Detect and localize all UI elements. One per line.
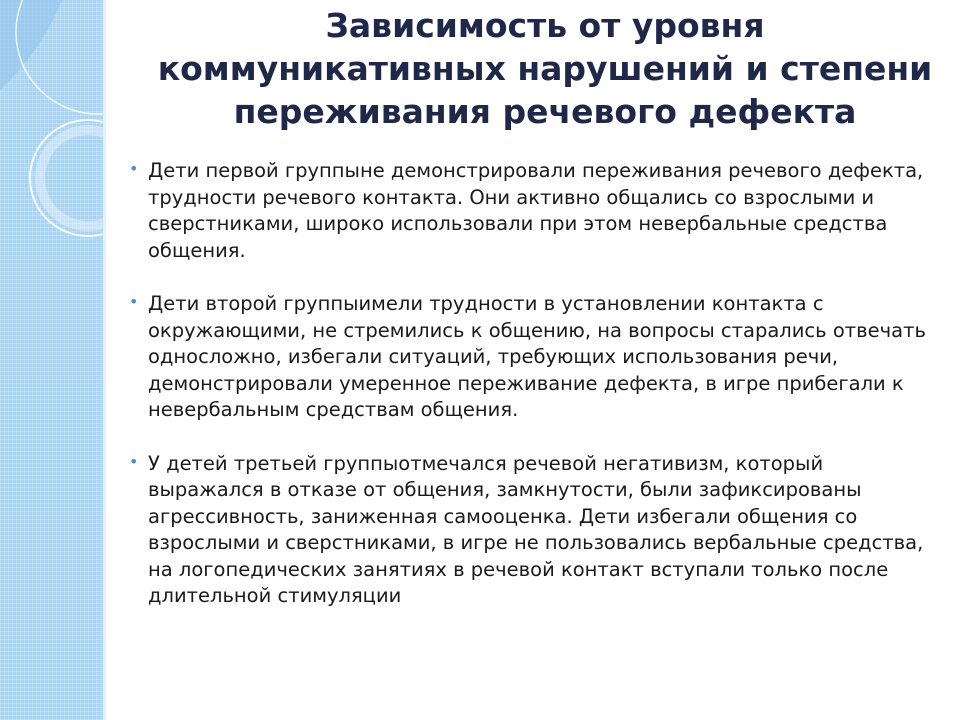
bullet-text: Дети второй группыимели трудности в установлении контакта с окружающими, не стремились к общению, на вопросы старались отвечать односложно, избегали ситуаций, требующих использования речи, демонстрировали умеренное переживание дефекта, в игре прибегали к невербальным средствам общения. [148, 292, 926, 421]
decorative-rings [0, 0, 106, 720]
bullet-dot-icon: • [129, 159, 139, 178]
bullet-item-1 [128, 158, 940, 264]
slide-title: Зависимость от уровня коммуникативных нарушений и степени переживания речевого дефекта [157, 6, 933, 131]
band-edge [103, 0, 106, 720]
bullet-text: Дети первой группыне демонстрировали переживания речевого дефекта, трудности речевого контакта. Они активно общались со взрослыми и сверстниками, широко использовали при этом невербальные средства общения. [148, 159, 924, 262]
bullet-item-2 [128, 291, 940, 424]
bullet-item-3 [128, 451, 940, 610]
bullet-text: У детей третьей группыотмечался речевой негативизм, который выражался в отказе от общения, замкнутости, были зафиксированы агрессивность, заниженная самооценка. Дети избегали общения со взрослыми и сверстниками, в игре не пользовались вербальные средства, на логопедических занятиях в речевой контакт вступали только после длительной стимуляции [148, 451, 924, 607]
bullet-dot-icon: • [129, 451, 139, 471]
bullet-dot-icon: • [129, 292, 139, 311]
bullet-list [128, 158, 940, 610]
decorative-side-band [0, 0, 106, 720]
